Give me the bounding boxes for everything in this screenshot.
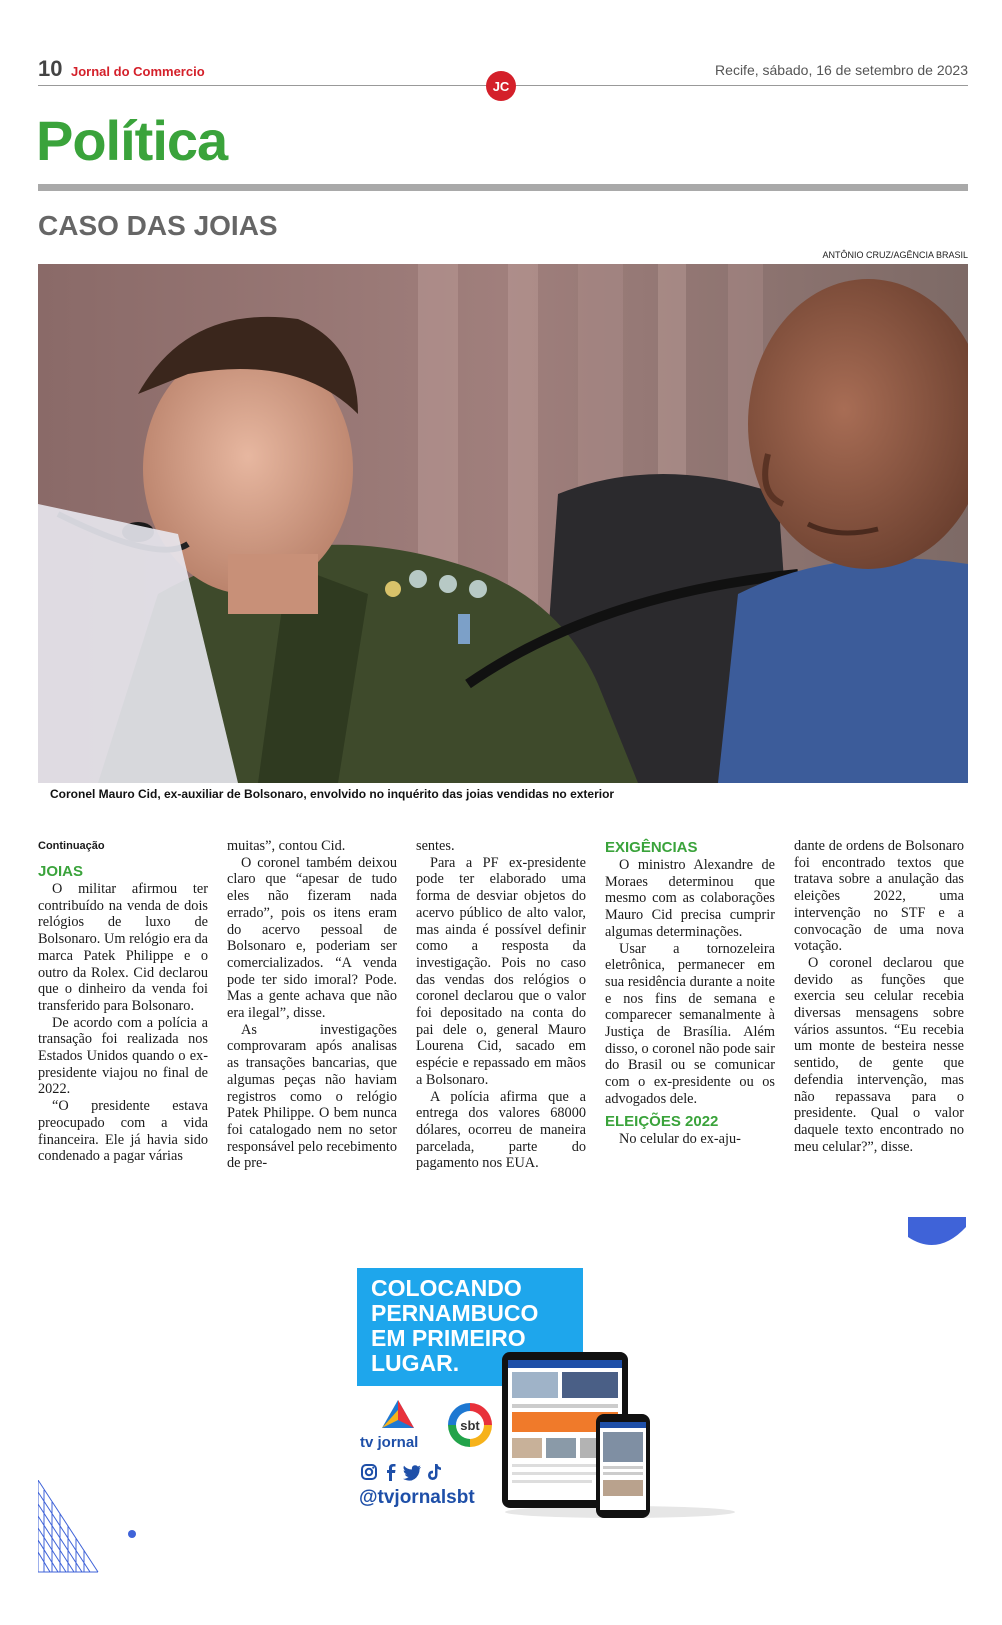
social-handle[interactable]: @tvjornalsbt <box>359 1487 475 1508</box>
paragraph: Para a PF ex-presidente pode ter elaborado uma forma de desviar objetos do acervo público de alto valor, mas ainda é possível definir como a resposta da investigação. Pois no caso das vendas dos relógios o coronel declarou que o valor foi depositado na conta do pai dele o, general Mauro Lourena Cid, sacado em espécie e repassado em mãos a Bolsonaro. <box>416 854 586 1088</box>
devices-mockup <box>500 1352 740 1520</box>
article-column-4 <box>605 838 775 1147</box>
tiktok-icon[interactable] <box>426 1463 442 1481</box>
tv-jornal-text: tv jornal <box>360 1434 419 1451</box>
section-rule <box>38 184 968 191</box>
jc-logo: JC <box>486 71 516 101</box>
paragraph: A polícia afirma que a entrega dos valores 68000 dólares, ocorreu de maneira parcelada, parte do pagamento nos EUA. <box>416 1088 586 1172</box>
paragraph: sentes. <box>416 838 455 854</box>
article-column-3 <box>416 838 586 1172</box>
kicker-headline: CASO DAS JOIAS <box>38 210 278 241</box>
subhead-exigencias: EXIGÊNCIAS <box>605 839 698 856</box>
paragraph: O coronel declarou que devido as funções que exercia seu celular recebia diversas mensagens sobre vários assuntos. “Eu recebia um monte de besteira nesse sentido, de gente que defendia intervenção, mas não repassava para o presidente. Qual o valor daquele texto encontrado no meu celular?”, disse. <box>794 954 964 1155</box>
photo-caption: Coronel Mauro Cid, ex-auxiliar de Bolsonaro, envolvido no inquérito das joias vendidas no exterior <box>50 787 615 801</box>
decorative-dot <box>128 1530 136 1538</box>
article-column-5 <box>794 838 964 1155</box>
subhead-joias: JOIAS <box>38 863 84 880</box>
twitter-icon[interactable] <box>402 1463 422 1481</box>
page-number: 10 <box>38 56 63 81</box>
sbt-text: sbt <box>456 1411 484 1439</box>
paragraph: muitas”, contou Cid. <box>227 838 346 854</box>
paragraph: No celular do ex-aju- <box>619 1130 741 1147</box>
sbt-logo <box>448 1403 492 1447</box>
article-column-2 <box>227 838 397 1172</box>
decorative-grid <box>38 1480 100 1574</box>
article-photo <box>38 264 968 783</box>
instagram-icon[interactable] <box>360 1463 378 1481</box>
paragraph: As investigações comprovaram após analisas as transações bancarias, que algumas peças não haviam registros como o relógio Patek Philippe. O bem nunca foi catalogado nem no setor responsável pelo recebimento de pre- <box>227 1021 397 1172</box>
paragraph: “O presidente estava preocupado com a vida financeira. Ele já havia sido condenado a pagar várias <box>38 1098 208 1165</box>
subhead-eleicoes: ELEIÇÕES 2022 <box>605 1112 719 1130</box>
paragraph: Usar a tornozeleira eletrônica, permanecer em sua residência durante a noite e nos fins de semana e comparecer semanalmente à Justiça de Brasília. Além disso, o coronel não pode sair do Brasil ou se comunicar com o ex-presidente ou os advogados dele. <box>605 940 775 1107</box>
paragraph: De acordo com a polícia a transação foi realizada nos Estados Unidos quando o ex-presidente viajou no final de 2022. <box>38 1014 208 1098</box>
social-icons <box>360 1463 460 1483</box>
newspaper-name: Jornal do Commercio <box>71 64 205 79</box>
tv-jornal-icon <box>378 1398 418 1432</box>
paragraph: O coronel também deixou claro que “apesar de tudo eles não fizeram nada errado”, pois os itens eram do acervo pessoal de Bolsonaro e, poderiam ser comercializados. “A venda pode ter sido imoral? Pode. Mas a gente achava que não era ilegal”, disse. <box>227 854 397 1022</box>
facebook-icon[interactable] <box>384 1463 398 1481</box>
decorative-shape <box>908 1217 966 1253</box>
continuation-label: Continuação <box>38 840 105 852</box>
article-column-1 <box>38 838 208 1165</box>
photo-illustration <box>38 264 968 783</box>
date-line: Recife, sábado, 16 de setembro de 2023 <box>715 62 968 78</box>
photo-credit: ANTÔNIO CRUZ/AGÊNCIA BRASIL <box>822 250 968 260</box>
paragraph: O militar afirmou ter contribuído na venda de dois relógios de luxo de Bolsonaro. Um relógio era da marca Patek Philippe e o outro da Rolex. Cid declarou que o dinheiro da venda foi transferido para Bolsonaro. <box>38 881 208 1014</box>
tv-jornal-logo <box>360 1398 440 1456</box>
section-title: Política <box>36 109 228 172</box>
paragraph: dante de ordens de Bolsonaro foi encontrado textos que tratava sobre a anulação das eleições 2022, uma intervenção no STF e a convocação de uma nova votação. <box>794 838 964 955</box>
paragraph: O ministro Alexandre de Moraes determinou que mesmo com as colaborações Mauro Cid precisa cumprir algumas determinações. <box>605 857 775 940</box>
ad-headline: COLOCANDO PERNAMBUCO EM PRIMEIRO LUGAR. <box>371 1275 539 1376</box>
